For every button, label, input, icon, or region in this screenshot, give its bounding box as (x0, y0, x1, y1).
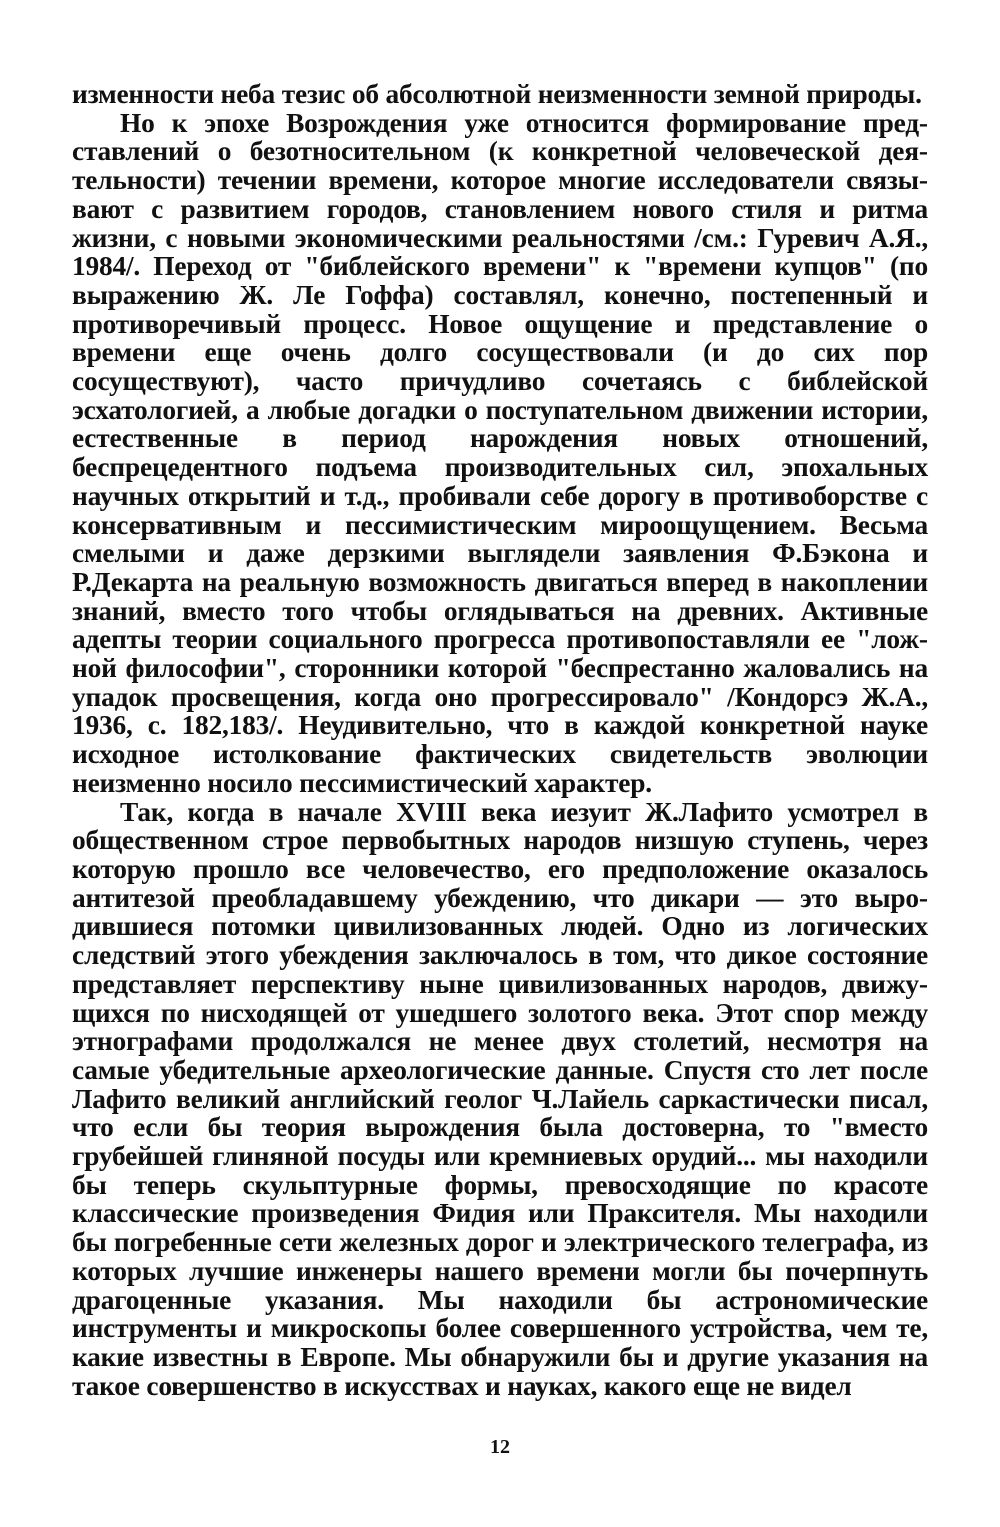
paragraph-2: Но к эпохе Возрождения уже относится формирование представлений о безотносительном (к конкретной человеческой деятельности) течении времени, которое многие исследователи связывают с развитием городов, становлением нового стиля и ритма жизни, с новыми экономическими реальностями /см.: Гуревич А.Я., 1984/. Переход от "библейского времени" к "времени купцов" (по выражению Ж. Ле Гоффа) составлял, конечно, постепенный и противоречивый процесс. Новое ощущение и представление о времени еще очень долго сосуществовали (и до сих пор сосуществуют), часто причудливо сочетаясь с библейской эсхатологией, а любые догадки о поступательном движении истории, естественные в период нарождения новых отношений, беспрецедентного подъема производительных сил, эпохальных научных открытий и т.д., пробивали себе дорогу в противоборстве с консервативным и пессимистическим мироощущением. Весьма смелыми и даже дерзкими выглядели заявления Ф.Бэкона и Р.Декарта на реальную возможность двигаться вперед в накоплении знаний, вместо того чтобы оглядываться на древних. Активные адепты теории социального прогресса противопоставляли ее "ложной философии", сторонники которой "беспрестанно жаловались на упадок просвещения, когда оно прогрессировало" /Кондорсэ Ж.А., 1936, с. 182,183/. Неудивительно, что в каждой конкретной науке исходное истолкование фактических свидетельств эволюции неизменно носило пессимистический характер. (72, 107, 928, 798)
paragraph-3: Так, когда в начале XVIII века иезуит Ж.Лафито усмотрел в общественном строе первобытных народов низшую ступень, через которую прошло все человечество, его предположение оказалось антитезой преобладавшему убеждению, что дикари — это выродившиеся потомки цивилизованных людей. Одно из логических следствий этого убеждения заключалось в том, что дикое состояние представляет перспективу ныне цивилизованных народов, движущихся по нисходящей от ушедшего золотого века. Этот спор между этнографами продолжался не менее двух столетий, несмотря на самые убедительные археологические данные. Спустя сто лет после Лафито великий английский геолог Ч.Лайель саркастически писал, что если бы теория вырождения была достоверна, то "вместо грубейшей глиняной посуды или кремниевых орудий... мы находили бы теперь скульптурные формы, превосходящие по красоте классические произведения Фидия или Праксителя. Мы находили бы погребенные сети железных дорог и электрического телеграфа, из которых лучшие инженеры нашего времени могли бы почерпнуть драгоценные указания. Мы находили бы астрономические инструменты и микроскопы более совершенного устройства, чем те, какие известны в Европе. Мы обнаружили бы и другие указания на такое совершенство в искусствах и науках, какого еще не видел (72, 796, 928, 1401)
paragraph-1: изменности неба тезис об абсолютной неизменности земной природы. (72, 79, 922, 109)
page-body (72, 80, 928, 1400)
page-number: 12 (490, 1436, 510, 1458)
